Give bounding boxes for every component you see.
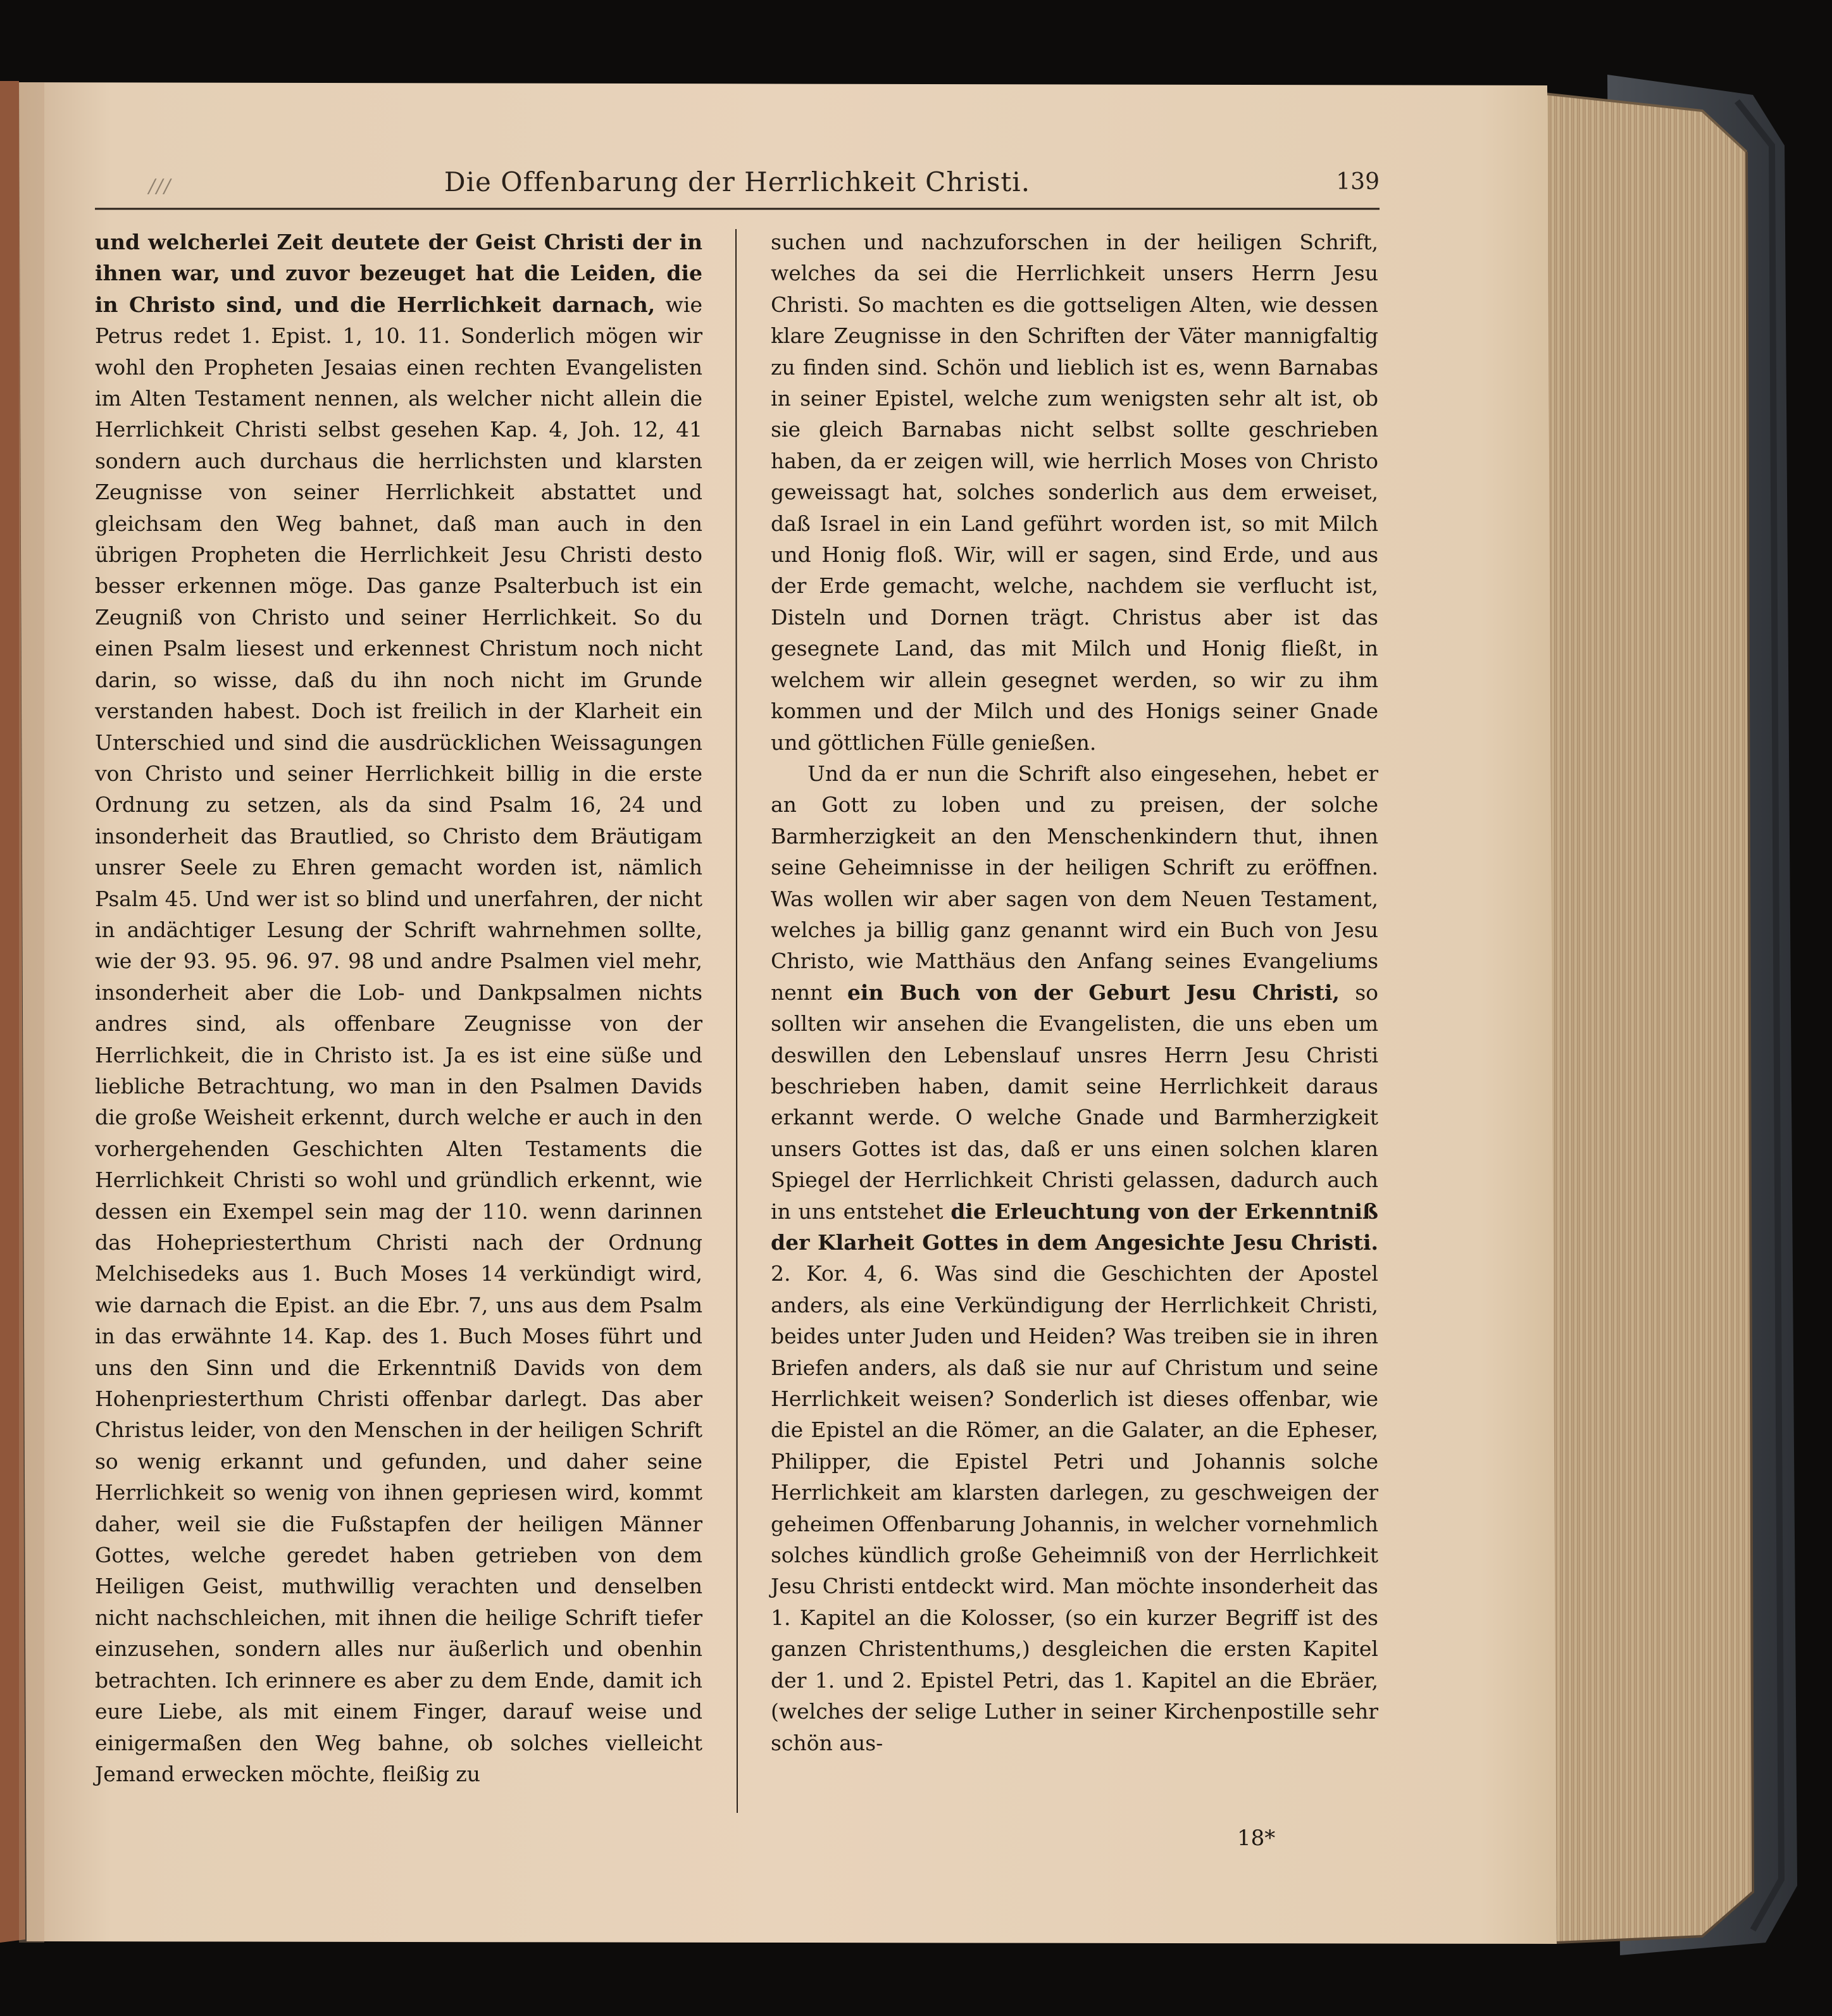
bold-quote: ein Buch von der Geburt Jesu Christi, bbox=[847, 980, 1340, 1005]
paragraph-text: Und da er nun die Schrift also eingesehen, hebet er an Gott zu loben und zu preisen, der solche Barmherzigkeit an den Menschenkindern thut, ihnen seine Geheimnisse in der heiligen Schrift zu eröffnen. Was wollen wir aber sagen von dem Neuen Testament, welches ja billig ganz genannt wird ein Buch von Jesu Christo, wie Matthäus den Anfang seines Evangeliums nennt bbox=[771, 761, 1378, 1005]
right-paragraph-2 bbox=[771, 758, 1378, 1758]
paragraph-text: wie Petrus redet 1. Epist. 1, 10. 11. Sonderlich mögen wir wohl den Propheten Jesaias einen rechten Evangelisten im Alten Testament nennen, als welcher nicht allein die Herrlichkeit Christi selbst gesehen Kap. 4, Joh. 12, 41 sondern auch durchaus die herrlichsten und klarsten Zeugnisse von seiner Herrlichkeit abstattet und gleichsam den Weg bahnet, daß man auch in den übrigen Propheten die Herrlichkeit Jesu Christi desto besser erkennen möge. Das ganze Psalterbuch ist ein Zeugniß von Christo und seiner Herrlichkeit. So du einen Psalm liesest und erkennest Christum noch nicht darin, so wisse, daß du ihn noch nicht im Grunde verstanden habest. Doch ist freilich in der Klarheit ein Unterschied und sind die ausdrücklichen Weissagungen von Christo und seiner Herrlichkeit billig in die erste Ordnung zu setzen, als da sind Psalm 16, 24 und insonderheit das Brautlied, so Christo dem Bräutigam unsrer Seele zu Ehren gemacht worden ist, nämlich Psalm 45. Und wer ist so blind und unerfahren, der nicht in andächtiger Lesung der Schrift wahrnehmen sollte, wie der 93. 95. 96. 97. 98 und andre Psalmen viel mehr, insonderheit aber die Lob- und Dankpsalmen nichts andres sind, als offenbare Zeugnisse von der Herrlichkeit, die in Christo ist. Ja es ist eine süße und liebliche Betrachtung, wo man in den Psalmen Davids die große Weisheit erkennt, durch welche er auch in den vorhergehenden Geschichten Alten Testaments die Herrlichkeit Christi so wohl und gründlich erkennt, wie dessen ein Exempel sein mag der 110. wenn darinnen das Hohepriesterthum Christi nach der Ordnung Melchisedeks aus 1. Buch Moses 14 verkündigt wird, wie darnach die Epist. an die Ebr. 7, uns aus dem Psalm in das erwähnte 14. Kap. des 1. Buch Moses führt und uns den Sinn und die Erkenntniß Davids von dem Hohenpriesterthum Christi offenbar darlegt. Das aber Christus leider, von den Menschen in der heiligen Schrift so wenig erkannt und gefunden, und daher seine Herrlichkeit so wenig von ihnen gepriesen wird, kommt daher, weil sie die Fußstapfen der heiligen Männer Gottes, welche geredet haben getrieben von dem Heiligen Geist, muthwillig verachten und denselben nicht nachschleichen, mit ihnen die heilige Schrift tiefer einzusehen, sondern alles nur äußerlich und obenhin betrachten. Ich erinnere es aber zu dem Ende, damit ich eure Liebe, als mit einem Finger, darauf weise und einigermaßen den Weg bahne, ob solches vielleicht Jemand erwecken möchte, fleißig zu bbox=[95, 292, 702, 1786]
printer-signature: 18* bbox=[1237, 1826, 1276, 1851]
page-title: Die Offenbarung der Herrlichkeit Christi. bbox=[444, 166, 1031, 197]
bold-quote: die Erleuchtung von der Erkenntniß der Klarheit Gottes in dem Angesichte Jesu Christi. bbox=[771, 1198, 1378, 1255]
paragraph-text: so sollten wir ansehen die Evangelisten, die uns eben um deswillen den Lebenslauf unsres Herrn Jesu Christi beschrieben haben, damit seine Herrlichkeit daraus erkannt werde. O welche Gnade und Barmherzigkeit unsers Gottes ist das, daß er uns einen solchen klaren Spiegel der Herrlichkeit Christi gelassen, dadurch auch in uns entstehet bbox=[771, 980, 1378, 1224]
right-column bbox=[771, 227, 1378, 1758]
paragraph-text: 2. Kor. 4, 6. Was sind die Geschichten der Apostel anders, als eine Verkündigung der Herrlichkeit Christi, beides unter Juden und Heiden? Was treiben sie in ihren Briefen anders, als daß sie nur auf Christum und seine Herrlichkeit weisen? Sonderlich ist dieses offenbar, wie die Epistel an die Römer, an die Galater, an die Epheser, Philipper, die Epistel Petri und Johannis solche Herrlichkeit am klarsten darlegen, zu geschweigen der geheimen Offenbarung Johannis, in welcher vornehmlich solches kündlich große Geheimniß von der Herrlichkeit Jesu Christi entdeckt wird. Man möchte insonderheit das 1. Kapitel an die Kolosser, (so ein kurzer Begriff ist des ganzen Christenthums,) desgleichen die ersten Kapitel der 1. und 2. Epistel Petri, das 1. Kapitel an die Ebräer, (welches der selige Luther in seiner Kirchenpostille sehr schön aus- bbox=[771, 1261, 1378, 1755]
bold-quote: und welcherlei Zeit deutete der Geist Christi der in ihnen war, und zuvor bezeuget hat die Leiden, die in Christo sind, und die Herrlichkeit darnach, bbox=[95, 230, 702, 317]
page-number: 139 bbox=[1336, 169, 1380, 195]
running-header bbox=[95, 161, 1380, 206]
left-column bbox=[95, 227, 702, 1789]
right-paragraph-1: suchen und nachzuforschen in der heiligen Schrift, welches da sei die Herrlichkeit unsers Herrn Jesu Christi. So machten es die gottseligen Alten, wie dessen klare Zeugnisse in den Schriften der Väter mannigfaltig zu finden sind. Schön und lieblich ist es, wenn Barnabas in seiner Epistel, welche zum wenigsten sehr alt ist, ob sie gleich Barnabas nicht selbst sollte geschrieben haben, da er zeigen will, wie herrlich Moses von Christo geweissagt hat, solches sonderlich aus dem erweiset, daß Israel in ein Land geführt worden ist, so mit Milch und Honig floß. Wir, will er sagen, sind Erde, und aus der Erde gemacht, welche, nachdem sie verflucht ist, Disteln und Dornen trägt. Christus aber ist das gesegnete Land, das mit Milch und Honig fließt, in welchem wir allein gesegnet werden, so wir zu ihm kommen und der Milch und des Honigs seiner Gnade und göttlichen Fülle genießen. bbox=[771, 230, 1378, 755]
pencil-mark: /// bbox=[149, 175, 172, 197]
left-paragraph bbox=[95, 227, 702, 1789]
